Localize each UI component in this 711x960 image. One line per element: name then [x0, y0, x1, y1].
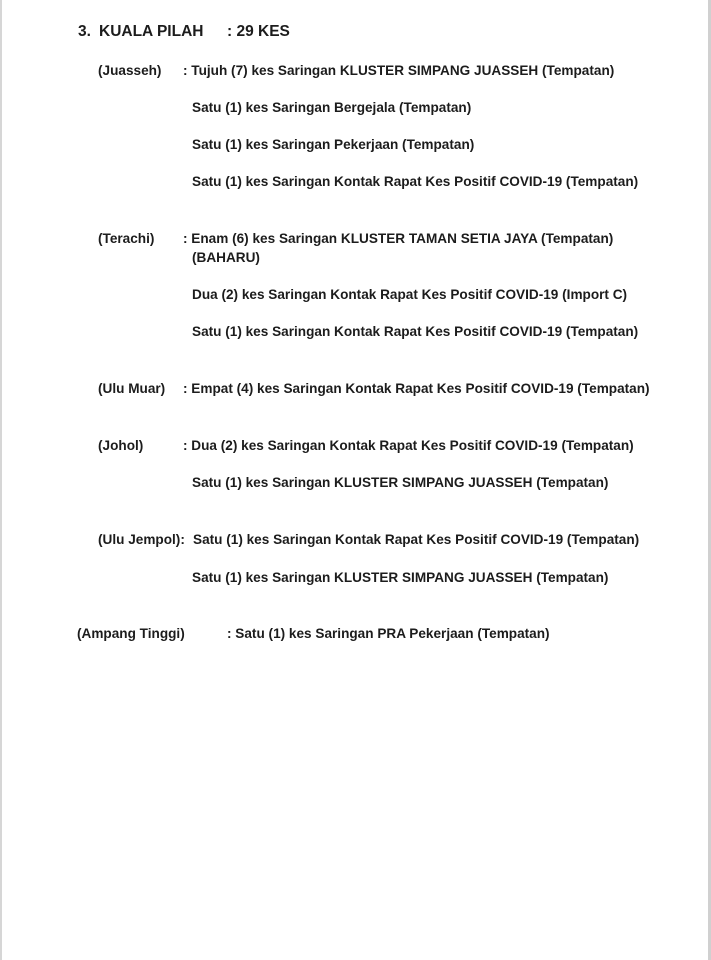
case-line: : Dua (2) kes Saringan Kontak Rapat Kes Positif COVID-19 (Tempatan)	[183, 438, 634, 453]
case-line: Satu (1) kes Saringan Kontak Rapat Kes Positif COVID-19 (Tempatan)	[192, 174, 639, 189]
case-line: Dua (2) kes Saringan Kontak Rapat Kes Positif COVID-19 (Import C)	[192, 287, 628, 302]
case-line: Satu (1) kes Saringan Pekerjaan (Tempatan)	[192, 137, 475, 152]
area-label: (Johol)	[98, 438, 144, 453]
case-line: Satu (1) kes Saringan Kontak Rapat Kes Positif COVID-19 (Tempatan)	[192, 324, 639, 339]
case-line: : Enam (6) kes Saringan KLUSTER TAMAN SETIA JAYA (Tempatan)	[183, 231, 614, 246]
case-line: : Satu (1) kes Saringan PRA Pekerjaan (Tempatan)	[227, 626, 550, 641]
case-line: : Tujuh (7) kes Saringan KLUSTER SIMPANG JUASSEH (Tempatan)	[183, 63, 615, 78]
case-line: (BAHARU)	[192, 250, 260, 265]
section-number: 3.	[78, 23, 91, 40]
district-total: : 29 KES	[227, 23, 290, 40]
page-edge-left	[0, 0, 2, 960]
area-label: (Ulu Muar)	[98, 381, 166, 396]
case-line: : Empat (4) kes Saringan Kontak Rapat Kes Positif COVID-19 (Tempatan)	[183, 381, 650, 396]
area-label: (Ampang Tinggi)	[77, 626, 185, 641]
case-line: Satu (1) kes Saringan Kontak Rapat Kes Positif COVID-19 (Tempatan)	[193, 532, 640, 547]
area-label: (Terachi)	[98, 231, 155, 246]
area-label: (Juasseh)	[98, 63, 162, 78]
case-line: Satu (1) kes Saringan Bergejala (Tempatan)	[192, 100, 472, 115]
case-line: Satu (1) kes Saringan KLUSTER SIMPANG JUASSEH (Tempatan)	[192, 475, 609, 490]
case-line: Satu (1) kes Saringan KLUSTER SIMPANG JUASSEH (Tempatan)	[192, 570, 609, 585]
district-name: KUALA PILAH	[99, 23, 204, 40]
area-label: (Ulu Jempol):	[98, 532, 185, 547]
